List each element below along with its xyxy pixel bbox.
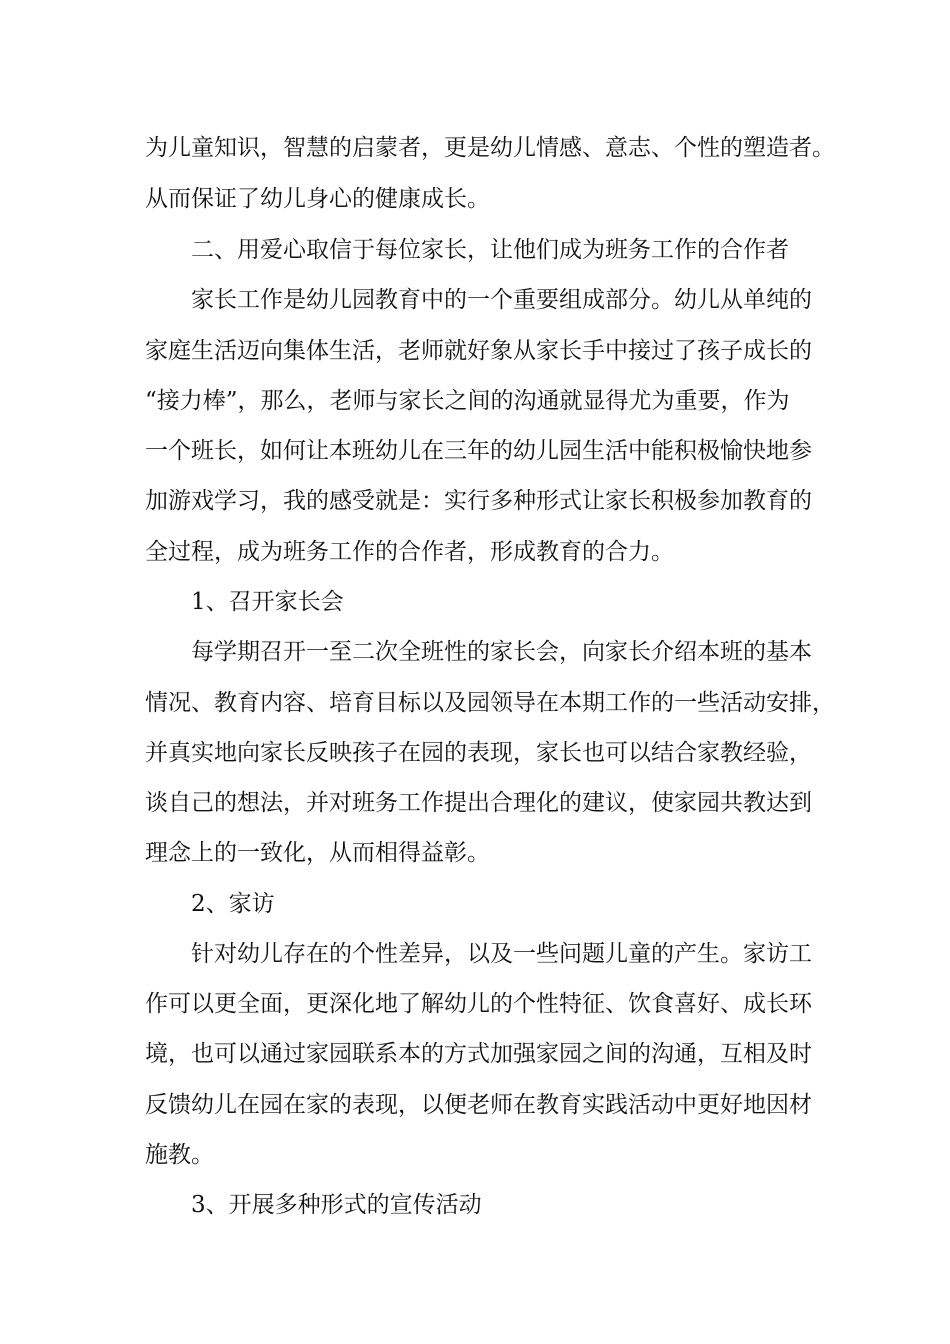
body-text-line: 情况、教育内容、培育目标以及园领导在本期工作的一些活动安排， [145,690,835,716]
body-text-line: 谈自己的想法，并对班务工作提出合理化的建议，使家园共教达到 [145,790,812,816]
body-text-line: 从而保证了幼儿身心的健康成长。 [145,186,490,212]
body-text-line: 一个班长，如何让本班幼儿在三年的幼儿园生活中能积极愉快地参 [145,438,812,464]
body-text-line: 加游戏学习，我的感受就是：实行多种形式让家长积极参加教育的 [145,488,812,514]
subsection-heading: 3、开展多种形式的宣传活动 [191,1192,482,1218]
body-text-line: 每学期召开一至二次全班性的家长会，向家长介绍本班的基本 [191,639,812,665]
subsection-heading: 1、召开家长会 [191,589,344,615]
body-text-line: 并真实地向家长反映孩子在园的表现，家长也可以结合家教经验， [145,740,812,766]
body-text-line: 反馈幼儿在园在家的表现，以便老师在教育实践活动中更好地因材 [145,1092,812,1118]
body-text-line: 家庭生活迈向集体生活，老师就好象从家长手中接过了孩子成长的 [145,338,812,364]
body-text-line: 境，也可以通过家园联系本的方式加强家园之间的沟通，互相及时 [145,1041,812,1067]
body-text-line: 家长工作是幼儿园教育中的一个重要组成部分。幼儿从单纯的 [191,287,812,313]
body-text-line: 作可以更全面，更深化地了解幼儿的个性特征、饮食喜好、成长环 [145,991,812,1017]
body-text-line: 施教。 [145,1142,214,1168]
section-heading: 二、用爱心取信于每位家长，让他们成为班务工作的合作者 [191,237,789,263]
body-text-line: 理念上的一致化，从而相得益彰。 [145,840,490,866]
subsection-heading: 2、家访 [191,891,275,917]
body-text-line: 为儿童知识，智慧的启蒙者，更是幼儿情感、意志、个性的塑造者。 [145,135,835,161]
body-text-line: 全过程，成为班务工作的合作者，形成教育的合力。 [145,539,674,565]
body-text-line: “接力棒”，那么，老师与家长之间的沟通就显得尤为重要，作为 [145,388,790,414]
body-text-line: 针对幼儿存在的个性差异，以及一些问题儿童的产生。家访工 [191,941,812,967]
